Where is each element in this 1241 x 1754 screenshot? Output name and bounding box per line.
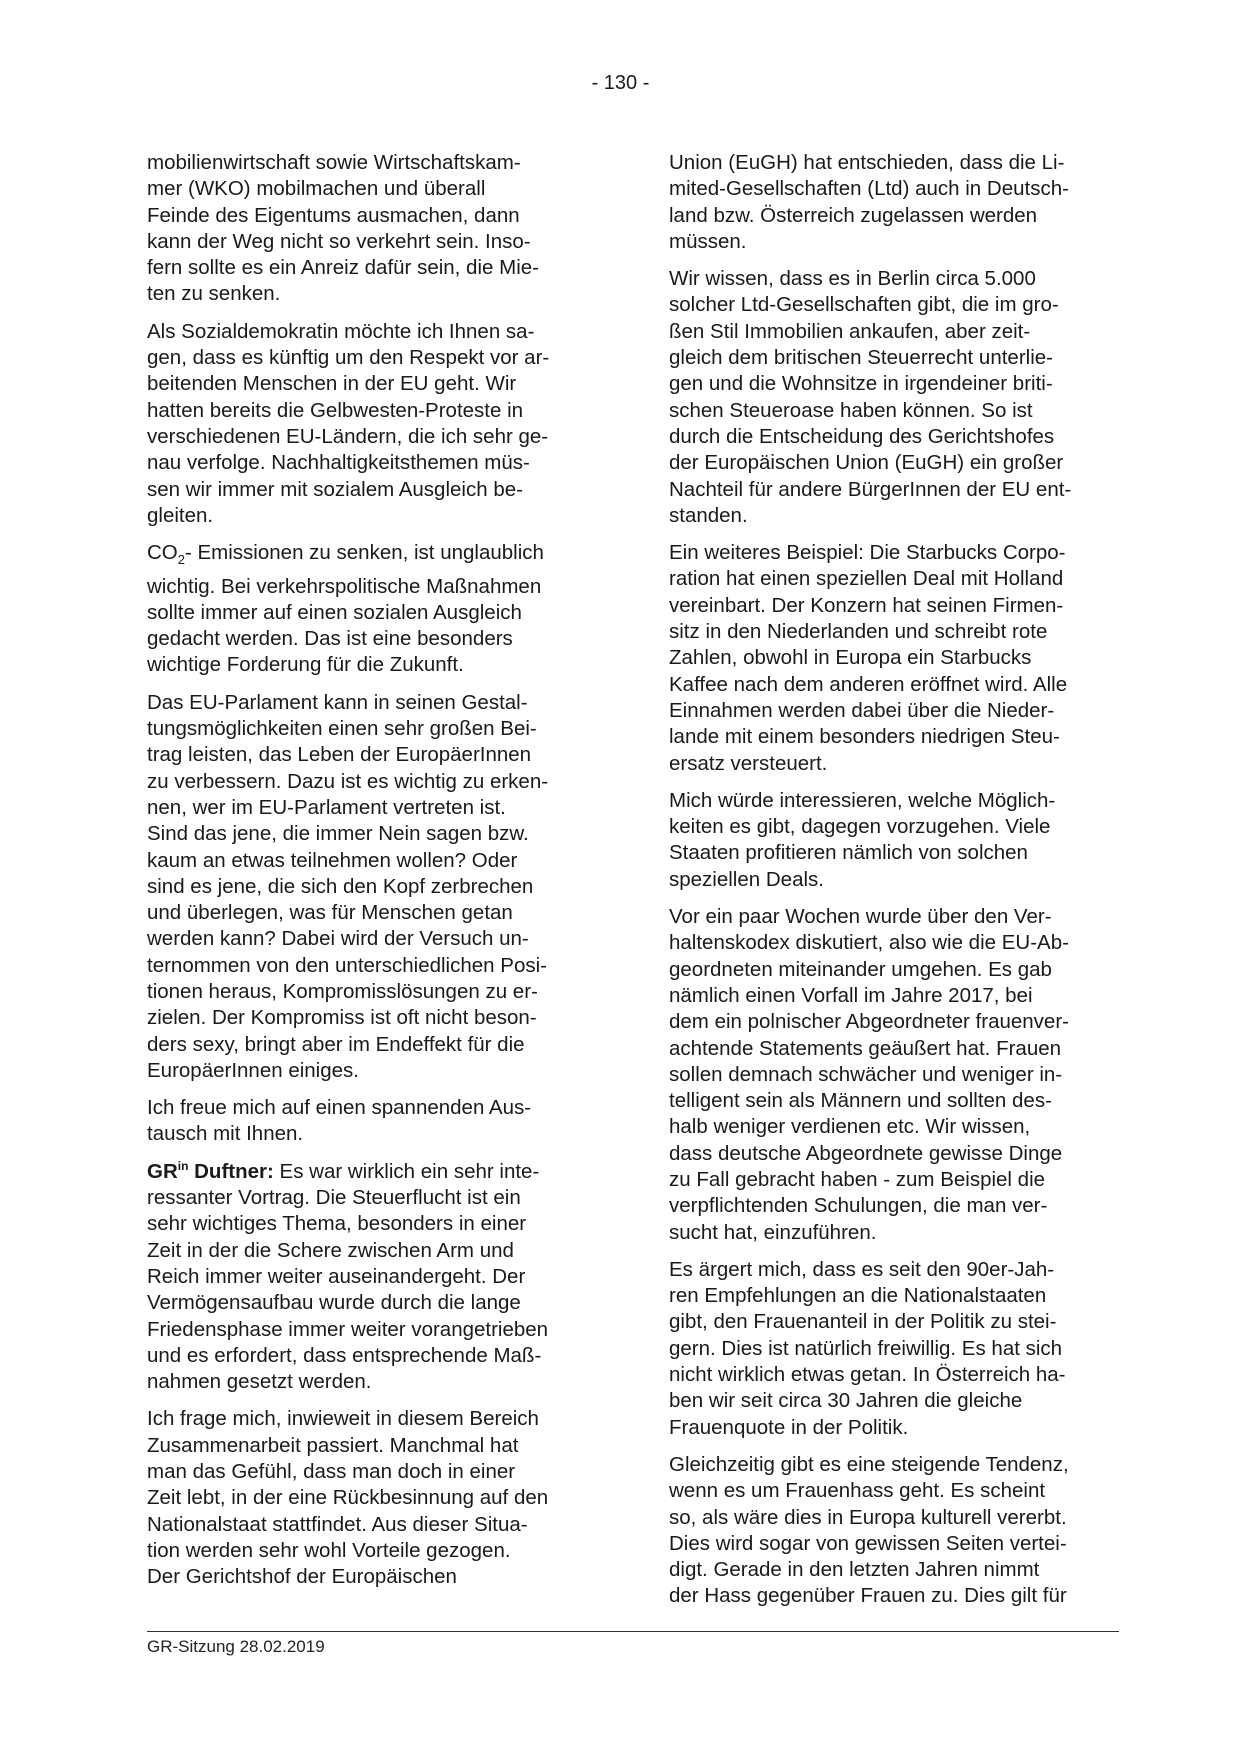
paragraph: Wir wissen, dass es in Berlin circa 5.000 solcher Ltd-Gesellschaften gibt, die im gro- ßen Stil Immobilien ankaufen, aber zeit- gleich dem britischen Steuerrecht unterlie- gen und die Wohnsitze in irgendeiner briti- schen Steueroase haben können. So ist durch die Entscheidung des Gerichtshofes der Europäischen Union (EuGH) ein großer Nachteil für andere BürgerInnen der EU ent- standen. (669, 267, 1072, 527)
paragraph: Mich würde interessieren, welche Möglich- keiten es gibt, dagegen vorzugehen. Viele Staaten profitieren nämlich von solchen speziellen Deals. (669, 788, 1056, 891)
paragraph: Als Sozialdemokratin möchte ich Ihnen sa- gen, dass es künftig um den Respekt vor ar- beitenden Menschen in der EU geht. Wir hatten bereits die Gelbwesten-Proteste in verschiedenen EU-Ländern, die ich sehr ge- nau verfolge. Nachhaltigkeitsthemen müs- sen wir immer mit sozialem Ausgleich be- gleiten. (147, 319, 550, 527)
paragraph-text: Es war wirklich ein sehr inte- ressanter Vortrag. Die Steuerflucht ist ein sehr wichtiges Thema, besonders in einer Zeit in der die Schere zwischen Arm und Reich immer weiter auseinandergeht. Der Vermögensaufbau wurde durch die lange Friedensphase immer weiter vorangetrieben und es erfordert, dass entsprechende Maß- nahmen gesetzt werden. (147, 1159, 549, 1394)
co2-text: CO (147, 541, 178, 565)
speaker-prefix: GR (147, 1159, 178, 1183)
speaker-name: Duftner: (188, 1159, 274, 1183)
paragraph: Ich freue mich auf einen spannenden Aus- tausch mit Ihnen. (147, 1096, 532, 1146)
co2-subscript: 2 (177, 552, 185, 568)
paragraph: mobilienwirtschaft sowie Wirtschaftskam- mer (WKO) mobilmachen und überall Feinde des Eigentums ausmachen, dann kann der Weg nicht so verkehrt sein. Inso- fern sollte es ein Anreiz dafür sein, die Mie- ten zu senken. (147, 151, 539, 306)
paragraph (147, 540, 617, 679)
paragraph: Das EU-Parlament kann in seinen Gestal- tungsmöglichkeiten einen sehr großen Bei- trag leisten, das Leben der EuropäerInnen zu verbessern. Dazu ist es wichtig zu erken- nen, wer im EU-Parlament vertreten ist. Sind das jene, die immer Nein sagen bzw. kaum an etwas teilnehmen wollen? Oder sind es jene, die sich den Kopf zerbrechen und überlegen, was für Menschen getan werden kann? Dabei wird der Versuch un- ternommen von den unterschiedlichen Posi- tionen heraus, Kompromisslösungen zu er- zielen. Der Kompromiss ist oft nicht beson- ders sexy, bringt aber im Endeffekt für die EuropäerInnen einiges. (147, 690, 549, 1082)
paragraph: Gleichzeitig gibt es eine steigende Tendenz, wenn es um Frauenhass geht. Es scheint so, als wäre dies in Europa kulturell vererbt. Dies wird sogar von gewissen Seiten vertei- digt. Gerade in den letzten Jahren nimmt der Hass gegenüber Frauen zu. Dies gilt für (669, 1452, 1069, 1608)
paragraph-text: - Emissionen zu senken, ist unglaublich wichtig. Bei verkehrspolitische Maßnahmen sollte immer auf einen sozialen Ausgleich gedacht werden. Das ist eine besonders wichtige Forderung für die Zukunft. (147, 541, 544, 677)
page-number: - 130 - (591, 72, 650, 94)
paragraph: Ich frage mich, inwieweit in diesem Bereich Zusammenarbeit passiert. Manchmal hat man das Gefühl, dass man doch in einer Zeit lebt, in der eine Rückbesinnung auf den Nationalstaat stattfindet. Aus dieser Situa- tion werden sehr wohl Vorteile gezogen. Der Gerichtshof der Europäischen (147, 1407, 549, 1589)
paragraph: Es ärgert mich, dass es seit den 90er-Jah- ren Empfehlungen an die Nationalstaaten gibt, den Frauenanteil in der Politik zu stei- gern. Dies ist natürlich freiwillig. Es hat sich nicht wirklich etwas getan. In Österreich ha- ben wir seit circa 30 Jahren die gleiche Frauenquote in der Politik. (669, 1257, 1066, 1439)
speaker-superscript: in (177, 1158, 189, 1173)
left-column (147, 150, 617, 1602)
paragraph (147, 1159, 617, 1396)
paragraph: Union (EuGH) hat entschieden, dass die Li- mited-Gesellschaften (Ltd) auch in Deutsch- land bzw. Österreich zugelassen werden müssen. (669, 151, 1069, 253)
footer-text: GR-Sitzung 28.02.2019 (147, 1637, 325, 1656)
speaker-label (147, 1160, 274, 1183)
right-column (669, 150, 1139, 1621)
paragraph: Vor ein paar Wochen wurde über den Ver- haltenskodex diskutiert, also wie die EU-Ab- geordneten miteinander umgehen. Es gab nämlich einen Vorfall im Jahre 2017, bei dem ein polnischer Abgeordneter frauenver- achtende Statements geäußert hat. Frauen sollen demnach schwächer und weniger in- telligent sein als Männern und sollten des- halb weniger verdienen etc. Wir wissen, dass deutsche Abgeordnete gewisse Dinge zu Fall gebracht haben - zum Beispiel die verpflichtenden Schulungen, die man ver- sucht hat, einzuführen. (669, 905, 1069, 1244)
paragraph: Ein weiteres Beispiel: Die Starbucks Corpo- ration hat einen speziellen Deal mit Holland vereinbart. Der Konzern hat seinen Firmen- sitz in den Niederlanden und schreibt rote Zahlen, obwohl in Europa ein Starbucks Kaffee nach dem anderen eröffnet wird. Alle Einnahmen werden dabei über die Nieder- lande mit einem besonders niedrigen Steu- ersatz versteuert. (669, 541, 1068, 775)
footer-divider (147, 1631, 1119, 1632)
